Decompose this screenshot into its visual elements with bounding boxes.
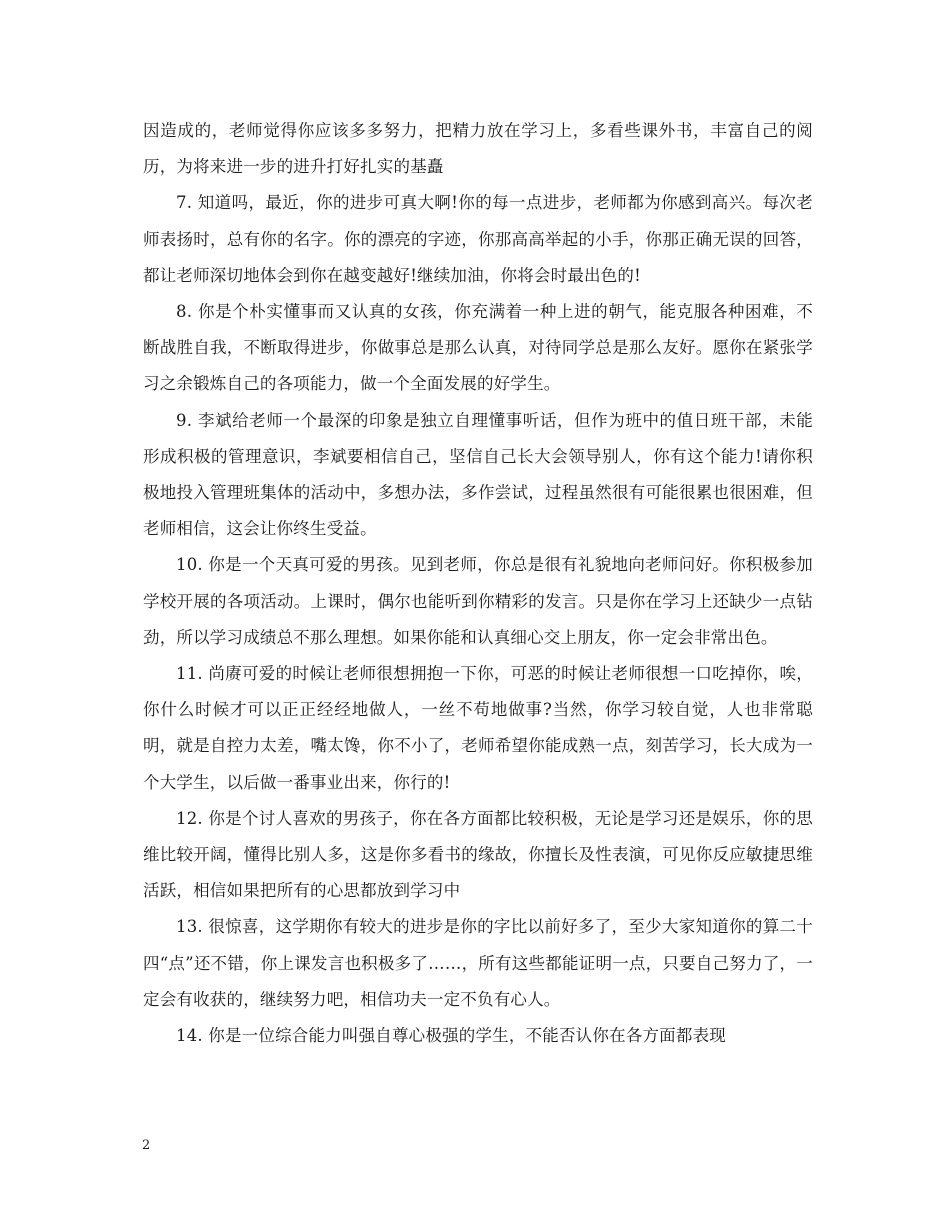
paragraph-item-7: 7. 知道吗，最近，你的进步可真大啊!你的每一点进步，老师都为你感到高兴。每次老师表扬时，总有你的名字。你的漂亮的字迹，你那高高举起的小手，你那正确无误的回答，都让老师深切地体会到你在越变越好!继续加油，你将会时最出色的! bbox=[143, 193, 813, 285]
paragraph-item-12: 12. 你是个讨人喜欢的男孩子，你在各方面都比较积极，无论是学习还是娱乐，你的思维比较开阔，懂得比别人多，这是你多看书的缘故，你擅长及性表演，可见你反应敏捷思维活跃，相信如果把所有的心思都放到学习中 bbox=[143, 808, 813, 901]
paragraph-item-9: 9. 李斌给老师一个最深的印象是独立自理懂事听话，但作为班中的值日班干部，未能形成积极的管理意识，李斌要相信自己，坚信自己长大会领导别人，你有这个能力!请你积极地投入管理班集体的活动中，多想办法，多作尝试，过程虽然很有可能很累也很困难，但老师相信，这会让你终生受益。 bbox=[143, 410, 813, 539]
paragraph-item-11: 11. 尚赓可爱的时候让老师很想拥抱一下你，可恶的时候让老师很想一口吃掉你，唉，你什么时候才可以正正经经地做人，一丝不苟地做事?当然，你学习较自觉，人也非常聪明，就是自控力太差，嘴太馋，你不小了，老师希望你能成熟一点，刻苦学习，长大成为一个大学生，以后做一番事业出来，你行的! bbox=[143, 664, 813, 792]
paragraph-continuation: 因造成的，老师觉得你应该多多努力，把精力放在学习上，多看些课外书，丰富自己的阅历，为将来进一步的进升打好扎实的基矗 bbox=[143, 121, 813, 177]
paragraph-item-13: 13. 很惊喜，这学期你有较大的进步是你的字比以前好多了，至少大家知道你的算二十四“点”还不错，你上课发言也积极多了……，所有这些都能证明一点，只要自己努力了，一定会有收获的，继续努力吧，相信功夫一定不负有心人。 bbox=[143, 917, 813, 1009]
page-number: 2 bbox=[142, 1138, 151, 1153]
paragraph-item-14: 14. 你是一位综合能力叫强自尊心极强的学生，不能否认你在各方面都表现 bbox=[176, 1026, 726, 1046]
paragraph-item-10: 10. 你是一个天真可爱的男孩。见到老师，你总是很有礼貌地向老师问好。你积极参加学校开展的各项活动。上课时，偶尔也能听到你精彩的发言。只是你在学习上还缺少一点钻劲，所以学习成绩总不那么理想。如果你能和认真细心交上朋友，你一定会非常出色。 bbox=[143, 555, 813, 647]
body-text bbox=[143, 113, 813, 1054]
paragraph-item-8: 8. 你是个朴实懂事而又认真的女孩，你充满着一种上进的朝气，能克服各种困难，不断战胜自我，不断取得进步，你做事总是那么认真，对待同学总是那么友好。愿你在紧张学习之余锻炼自己的各项能力，做一个全面发展的好学生。 bbox=[143, 302, 813, 394]
